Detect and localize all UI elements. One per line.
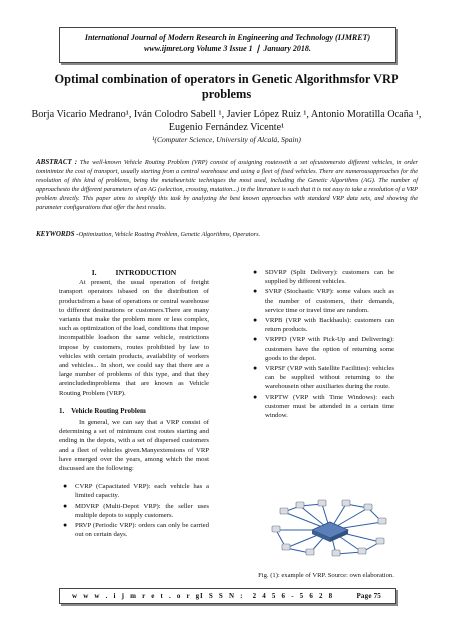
paper-title: Optimal combination of operators in Genetic Algorithmsfor VRP problems (54, 72, 399, 101)
bullet-icon: ● (253, 364, 258, 373)
section-heading-introduction: I. INTRODUCTION (91, 268, 177, 277)
journal-header (59, 27, 396, 63)
keywords (36, 230, 418, 239)
right-column (249, 268, 394, 421)
list-item: ● CVRP (Capacitated VRP): each vehicle has a limited capacity. (63, 482, 209, 500)
list-item: ● VRPTW (VRP with Time Windows): each customer must be attended in a certain time window. (253, 392, 394, 420)
page-footer (59, 588, 396, 604)
vrp-variant-list-left (59, 482, 209, 539)
list-item: ● PRVP (Periodic VRP): orders can only be carried out on certain days. (63, 521, 209, 539)
keywords-text: Optimization, Vehicle Routing Problem, Genetic Algorithms, Operators. (78, 231, 261, 238)
author-list: Borja Vicario Medrano¹, Iván Colodro Sabell ¹, Javier López Ruiz ¹, Antonio Moratilla Ocaña ¹, Eugenio Fernández Vicente¹ (31, 109, 422, 133)
keywords-label: KEYWORDS - (36, 230, 79, 238)
page-number: Page 75 (356, 592, 381, 600)
vrp-network-figure (270, 498, 390, 558)
left-column (59, 268, 209, 540)
bullet-icon: ● (253, 268, 258, 276)
vrp-variant-list-right (249, 268, 394, 420)
subsection-heading-vrp: 1. Vehicle Routing Problem (59, 406, 146, 415)
list-item: ● VRPPD (VRP with Pick-Up and Delivering): customers have the option of returning some goods to the depot. (253, 335, 394, 362)
list-item: ● VRPSF (VRP with Satellite Facilities): vehicles can be supplied without returning to the warehousein other auxiliaries during the route. (253, 364, 394, 391)
figure-caption: Fig. (1): example of VRP. Source: own elaboration. (258, 572, 394, 579)
bullet-icon: ● (63, 482, 68, 491)
bullet-icon: ● (253, 392, 258, 401)
bullet-icon: ● (253, 335, 258, 344)
bullet-icon: ● (63, 501, 68, 510)
bullet-icon: ● (63, 521, 68, 530)
journal-issue: www.ijmret.org Volume 3 Issue 1 ❘ January 2018. (144, 44, 311, 53)
list-item: ● SVRP (Stochastic VRP): some values such as the number of customers, their demands, service time or travel time are random. (253, 287, 394, 314)
intro-paragraph: At present, the usual operation of freight transport operators isbased on the distribution of productsfrom a base of operations or central warehouse to different destinations or customers.There are many variants that make the problem more or less complex, such as optimization of the load, conditions that impose incompatible loadson the same vehicle, restrictions impose by customers, routes prohibited by law to vehicles with certain products, availability of workers and vehicles... In short, we could say that there are a large number of problems of this type, and that they areincludedinproblems that are known as Vehicle Routing Problem (VRP). (59, 279, 209, 397)
vrp-paragraph: In general, we can say that a VRP consist of determining a set of minimum cost routes starting and ending in the depots, with a set of dispersed customers and a fleet of vehicles given.Manyextensions of VRP have emerged over the years, among which the most discussed are the following: (59, 419, 209, 473)
list-item: ● SDVRP (Split Delivery): customers can be supplied by different vehicles. (253, 268, 394, 286)
list-item: ● MDVRP (Multi-Depot VRP): the seller uses multiple depots to supply customers. (63, 501, 209, 519)
bullet-icon: ● (253, 316, 258, 325)
abstract-label: ABSTRACT : (36, 158, 78, 166)
footer-issn: I S S N : 2 4 5 6 - 5 6 2 8 (200, 592, 335, 600)
affiliation: ¹(Computer Science, University of Alcalá, Spain) (152, 135, 301, 144)
footer-website: w w w . i j m r e t . o r g (72, 592, 202, 600)
bullet-icon: ● (253, 287, 258, 296)
list-item: ● VRPB (VRP with Backhauls): customers can return products. (253, 316, 394, 334)
abstract (36, 158, 418, 212)
journal-name: International Journal of Modern Research in Engineering and Technology (IJMRET) (84, 33, 371, 42)
abstract-text: The well-known Vehicle Routing Problem (VRP) consist of assigning routeswith a set ofcustomersto different vehicles, in order tominimize the cost of transport, usually starting from a central warehouse and using a fleet of fixed vehicles. There are numerousapproaches for the resolution of this kind of problems, being the metaheuristic techniques the most used, including the Genetic Algorithms (AG). The number of approachesto the different parameters of an AG (selection, crossing, mutation...) in the literature is such that it is not easy to take a resolution of a VRP problem directly. This paper aims to simplify this task by analyzing the best known approaches with standard VRP data sets, and showing the parameter configurations that offer the best results. (36, 159, 419, 211)
